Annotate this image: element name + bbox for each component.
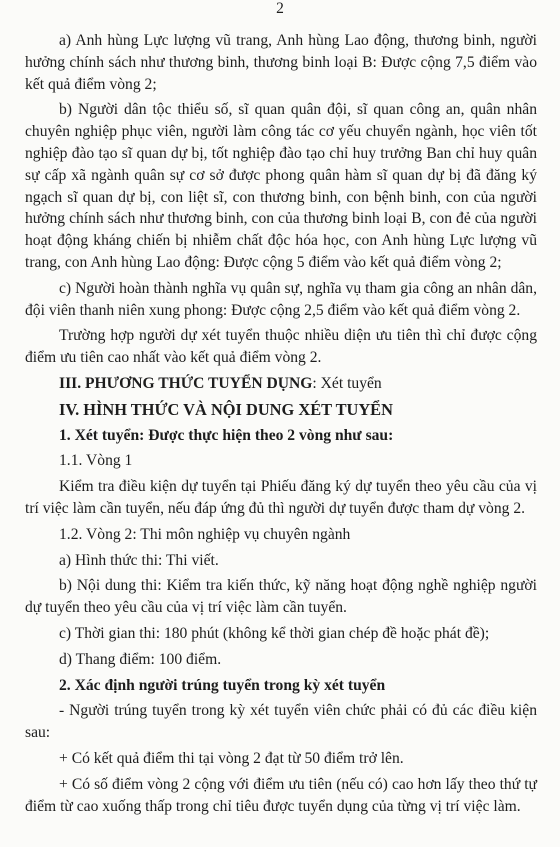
round-2-title: 1.2. Vòng 2: Thi môn nghiệp vụ chuyên ngành — [59, 525, 351, 543]
multi-priority-note: Trường hợp người dự xét tuyển thuộc nhiều diện ưu tiên thì chỉ được cộng điểm ưu tiên cao nhất vào kết quả điểm vòng 2. — [25, 327, 537, 367]
page-number: 2 — [276, 0, 284, 17]
section-iii-label: III. PHƯƠNG THỨC TUYỂN DỤNG — [59, 374, 313, 392]
subsection-1-heading: 1. Xét tuyển: Được thực hiện theo 2 vòng như sau: — [59, 426, 394, 444]
winner-condition-2: + Có số điểm vòng 2 cộng với điểm ưu tiên (nếu có) cao hơn lấy theo thứ tự điểm từ cao xuống thấp trong chỉ tiêu được tuyển dụng của từng vị trí việc làm. — [25, 775, 537, 815]
section-iv-heading: IV. HÌNH THỨC VÀ NỘI DUNG XÉT TUYỂN — [59, 399, 393, 419]
document-body — [25, 30, 537, 817]
round-2-content: b) Nội dung thi: Kiểm tra kiến thức, kỹ năng hoạt động nghề nghiệp người dự tuyển theo yêu cầu của vị trí việc làm cần tuyển. — [25, 577, 537, 617]
winner-condition-1: + Có kết quả điểm thi tại vòng 2 đạt từ 50 điểm trở lên. — [59, 749, 404, 767]
priority-b: b) Người dân tộc thiểu số, sĩ quan quân đội, sĩ quan công an, quân nhân chuyên nghiệp phục viên, người làm công tác cơ yếu chuyển ngành, học viên tốt nghiệp đào tạo sĩ quan dự bị, tốt nghiệp đào tạo chỉ huy trưởng Ban chỉ huy quân sự cấp xã ngành quân sự cơ sở được phong quân hàm sĩ quan dự bị đã đăng ký ngạch sĩ quan dự bị, con liệt sĩ, con thương binh, con bệnh binh, con của người hưởng chính sách như thương binh, con của thương binh loại B, con đẻ của người hoạt động kháng chiến bị nhiễm chất độc hóa học, con Anh hùng Lực lượng vũ trang, con Anh hùng Lao động: Được cộng 5 điểm vào kết quả điểm vòng 2; — [25, 101, 537, 271]
winner-intro: - Người trúng tuyển trong kỳ xét tuyển viên chức phải có đủ các điều kiện sau: — [25, 702, 537, 742]
priority-a: a) Anh hùng Lực lượng vũ trang, Anh hùng Lao động, thương binh, người hưởng chính sách như thương binh, thương binh loại B: Được cộng 7,5 điểm vào kết quả điểm vòng 2; — [25, 32, 537, 93]
priority-c: c) Người hoàn thành nghĩa vụ quân sự, nghĩa vụ tham gia công an nhân dân, đội viên thanh niên xung phong: Được cộng 2,5 điểm vào kết quả điểm vòng 2. — [25, 279, 537, 319]
round-2-duration: c) Thời gian thi: 180 phút (không kể thời gian chép đề hoặc phát đề); — [59, 624, 490, 642]
round-2-scale: d) Thang điểm: 100 điểm. — [59, 650, 222, 668]
section-iii-value: : Xét tuyển — [312, 374, 382, 392]
subsection-2-heading: 2. Xác định người trúng tuyển trong kỳ xét tuyển — [59, 676, 386, 694]
round-1-body: Kiểm tra điều kiện dự tuyển tại Phiếu đăng ký dự tuyển theo yêu cầu của vị trí việc làm cần tuyển, nếu đáp ứng đủ thì người dự tuyển được tham dự vòng 2. — [25, 478, 537, 517]
section-iii-heading — [25, 373, 537, 395]
round-1-title: 1.1. Vòng 1 — [59, 452, 133, 470]
round-2-format: a) Hình thức thi: Thi viết. — [59, 551, 219, 569]
